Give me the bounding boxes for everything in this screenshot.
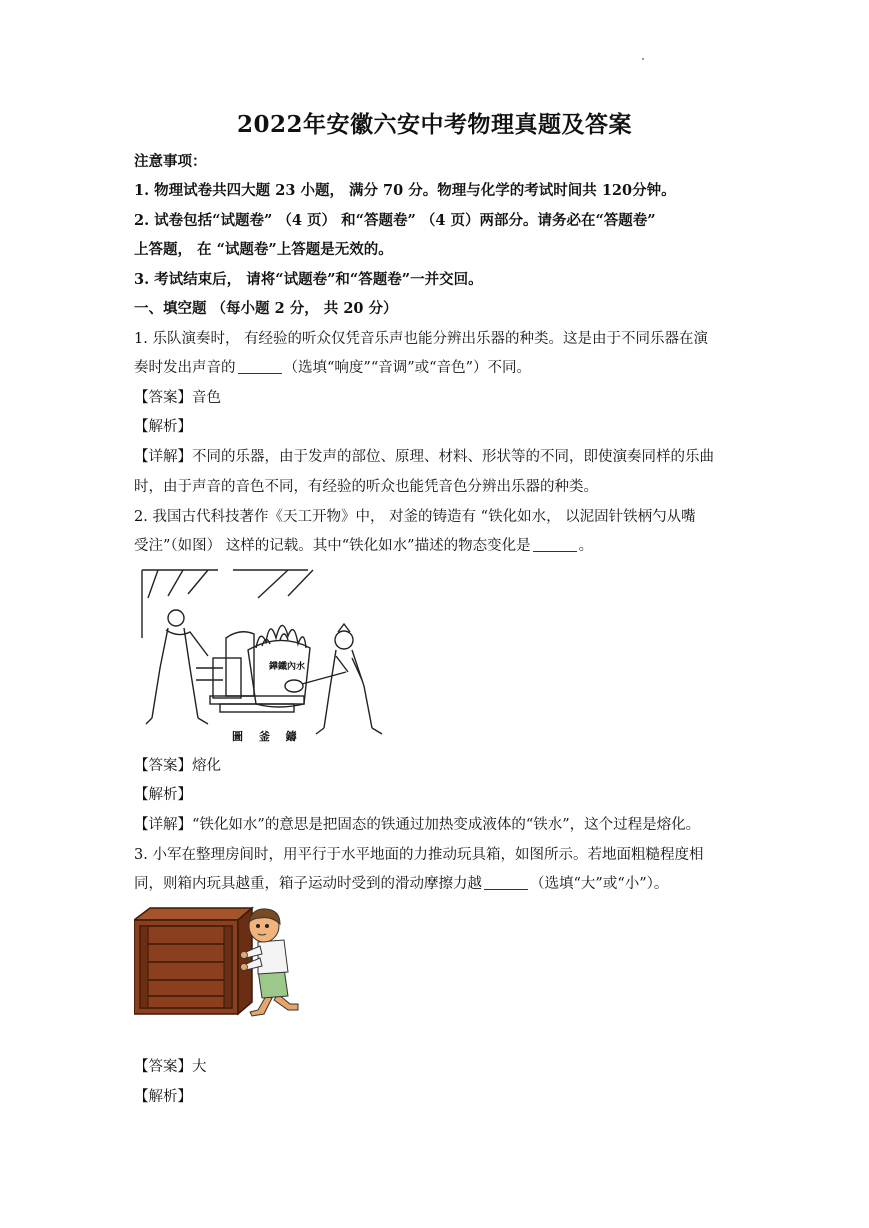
figure-caption: 圖 釜 鑄 (232, 730, 303, 743)
q1-detail-b: 时，由于声音的音色不同，有经验的听众也能凭音色分辨出乐器的种类。 (134, 479, 598, 495)
q3-text-b-post: （选填“大”或“小”）。 (530, 876, 669, 892)
header-dot (642, 58, 644, 60)
crate (134, 908, 252, 1014)
q3-analysis: 【解析】 (134, 1089, 192, 1105)
q1-text-b (134, 358, 531, 378)
q2-text-b-pre: 受注”（如图） 这样的记载。其中“铁化如水”描述的物态变化是 (134, 538, 531, 554)
q2-text-b-post: 。 (578, 538, 594, 554)
q3-answer: 【答案】大 (134, 1059, 207, 1075)
q1-text-a: 1. 乐队演奏时， 有经验的听众仅凭音乐声也能分辨出乐器的种类。这是由于不同乐器在演 (134, 331, 709, 347)
notice-item-3: 3. 考试结束后， 请将“试题卷”和“答题卷”一并交回。 (134, 271, 483, 288)
notice-heading: 注意事项： (134, 153, 207, 170)
q2-text-a: 2. 我国古代科技著作《天工开物》中， 对釜的铸造有 “铁化如水， 以泥固针铁柄勺从嘴 (134, 509, 696, 525)
page-title: 2022年安徽六安中考物理真题及答案 (236, 111, 632, 138)
section-heading-fill-blank: 一、填空题 （每小题 2 分， 共 20 分） (134, 300, 398, 317)
q1-analysis: 【解析】 (134, 419, 192, 435)
vessel-text: 鏵鐵內水 (269, 662, 306, 672)
q2-detail: 【详解】“铁化如水”的意思是把固态的铁通过加热变成液体的“铁水”，这个过程是熔化。 (134, 817, 701, 833)
notice-item-2a: 2. 试卷包括“试题卷” （4 页） 和“答题卷” （4 页）两部分。请务必在“答题卷” (134, 212, 656, 229)
notice-item-2b: 上答题， 在 “试题卷”上答题是无效的。 (134, 241, 393, 258)
q3-text-b (134, 874, 668, 894)
q1-blank (238, 359, 282, 374)
boy-pushing-crate-illustration (134, 906, 304, 1018)
casting-illustration (138, 568, 388, 748)
q2-text-b (134, 536, 593, 556)
q2-blank (533, 537, 577, 552)
q1-text-b-post: （选填“响度”“音调”或“音色”）不同。 (283, 360, 531, 376)
q3-text-a: 3. 小军在整理房间时，用平行于水平地面的力推动玩具箱，如图所示。若地面粗糙程度相 (134, 847, 704, 863)
q3-text-b-pre: 同，则箱内玩具越重，箱子运动时受到的滑动摩擦力越 (134, 876, 482, 892)
q2-answer: 【答案】熔化 (134, 758, 221, 774)
notice-item-1: 1. 物理试卷共四大题 23 小题， 满分 70 分。物理与化学的考试时间共 120分钟。 (134, 182, 676, 199)
q1-detail-a: 【详解】不同的乐器，由于发声的部位、原理、材料、形状等的不同，即使演奏同样的乐曲 (134, 449, 714, 465)
q1-text-b-pre: 奏时发出声音的 (134, 360, 236, 376)
q2-analysis: 【解析】 (134, 787, 192, 803)
q3-blank (484, 875, 528, 890)
q1-answer: 【答案】音色 (134, 390, 221, 406)
